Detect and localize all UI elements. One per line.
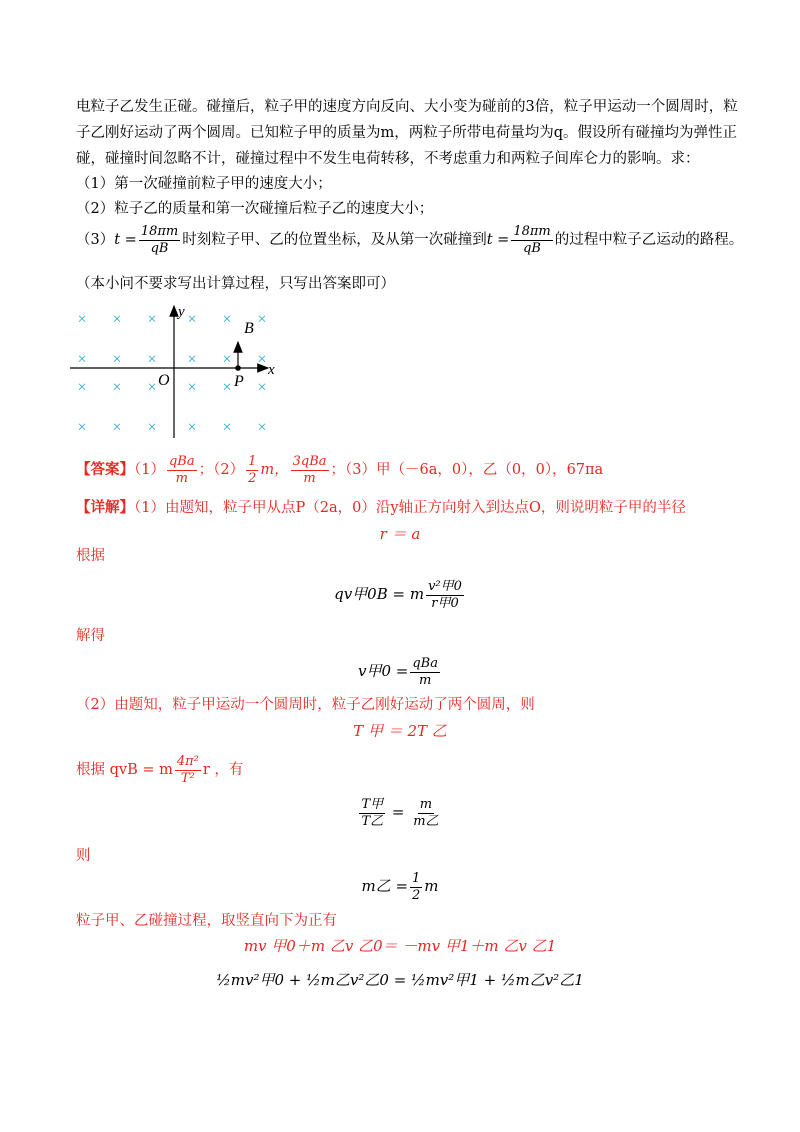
field-cross: × bbox=[187, 351, 197, 368]
time-fraction-1: $\frac{18\pi m}{qB}$ bbox=[140, 223, 179, 256]
field-cross: × bbox=[257, 351, 267, 368]
question-part-2: （2）粒子乙的质量和第一次碰撞后粒子乙的速度大小； bbox=[76, 201, 434, 217]
field-cross: × bbox=[222, 311, 232, 328]
equation-ratio: $\frac{\text{T甲}}{\text{T乙}}$ = $\frac{m}{\text{m乙}}$ bbox=[361, 796, 439, 829]
time-fraction-2: $\frac{18\pi m}{qB}$ bbox=[513, 223, 551, 256]
question-part-3: （3）t = $\frac{18\pi m}{qB}$ 时刻粒子甲、乙的位置坐标，及从第一次碰撞到t = $\frac{18\pi m}{qB}$ 的过程中粒子乙运动的路程。 bbox=[76, 223, 744, 256]
field-cross: × bbox=[112, 419, 122, 436]
eq5-fraction-left: $\frac{\text{T甲}}{\text{T乙}}$ bbox=[361, 796, 384, 829]
eq3-fraction: $\frac{\text{qBa}}{m}$ bbox=[412, 655, 438, 688]
text-genju-1: 根据 bbox=[76, 548, 105, 564]
origin-label: O bbox=[158, 372, 170, 389]
field-b-label: B bbox=[244, 320, 254, 337]
equation-velocity: v甲0 = $\frac{\text{qBa}}{m}$ bbox=[358, 655, 438, 688]
field-cross: × bbox=[187, 311, 197, 328]
answer-fraction-2: $\frac{1}{2}$ bbox=[248, 453, 257, 486]
equation-mass: m乙 = $\frac{1}{2}$ m bbox=[361, 870, 439, 903]
field-cross: × bbox=[77, 379, 87, 396]
field-cross: × bbox=[187, 379, 197, 396]
equation-energy: ½mv²甲0 + ½m乙v²乙0 = ½mv²甲1 + ½m乙v²乙1 bbox=[216, 971, 584, 989]
y-axis-label: y bbox=[178, 304, 185, 320]
question-line-2: 子乙刚好运动了两个圆周。已知粒子甲的质量为m，两粒子所带电荷量均为q。假设所有碰撞均为弹性正 bbox=[76, 125, 738, 141]
field-cross: × bbox=[77, 419, 87, 436]
eq5-fraction-right: $\frac{m}{\text{m乙}}$ bbox=[413, 796, 439, 829]
field-cross: × bbox=[222, 419, 232, 436]
equation-period: T 甲 ＝ 2T 乙 bbox=[353, 722, 447, 740]
text-genju-2: 根据 qvB = m $\frac{\text{4π²}}{\text{T²}}$ r ，有 bbox=[76, 753, 244, 786]
x-axis-label: x bbox=[268, 362, 275, 378]
field-cross: × bbox=[147, 311, 157, 328]
field-cross: × bbox=[147, 351, 157, 368]
field-cross: × bbox=[147, 379, 157, 396]
equation-lorentz: qv甲0B = m $\frac{\text{v²甲0}}{\text{r甲0}}$ bbox=[334, 578, 462, 611]
solution-part-3: 粒子甲、乙碰撞过程，取竖直向下为正有 bbox=[76, 913, 337, 929]
field-cross: × bbox=[147, 419, 157, 436]
eq6-fraction: $\frac{1}{2}$ bbox=[412, 870, 421, 903]
eq2-fraction: $\frac{\text{v²甲0}}{\text{r甲0}}$ bbox=[428, 578, 462, 611]
question-line-1: 电粒子乙发生正碰。碰撞后，粒子甲的速度方向反向、大小变为碰前的3倍，粒子甲运动一个圆周时，粒 bbox=[76, 99, 738, 115]
answer-fraction-3: $\frac{\text{3qBa}}{m}$ bbox=[292, 453, 327, 486]
field-cross: × bbox=[222, 379, 232, 396]
field-cross: × bbox=[112, 379, 122, 396]
field-cross: × bbox=[112, 311, 122, 328]
field-cross: × bbox=[257, 379, 267, 396]
field-cross: × bbox=[112, 351, 122, 368]
field-cross: × bbox=[187, 419, 197, 436]
question-line-3: 碰，碰撞时间忽略不计，碰撞过程中不发生电荷转移，不考虑重力和两粒子间库仑力的影响。求： bbox=[76, 151, 700, 167]
field-cross: × bbox=[257, 419, 267, 436]
genju2-fraction: $\frac{\text{4π²}}{\text{T²}}$ bbox=[176, 753, 199, 786]
equation-momentum: mv 甲0＋m 乙v 乙0＝ －mv 甲1＋m 乙v 乙1 bbox=[243, 937, 557, 955]
point-p-dot bbox=[235, 365, 241, 371]
text-ze: 则 bbox=[76, 848, 91, 864]
field-cross: × bbox=[222, 351, 232, 368]
question-part-1: （1）第一次碰撞前粒子甲的速度大小； bbox=[76, 176, 332, 192]
field-cross: × bbox=[77, 351, 87, 368]
answer-fraction-1: $\frac{\text{qBa}}{m}$ bbox=[168, 453, 195, 486]
text-jiede: 解得 bbox=[76, 628, 105, 644]
point-p-label: P bbox=[234, 373, 244, 390]
field-cross: × bbox=[257, 311, 267, 328]
equation-radius: r ＝ a bbox=[379, 525, 421, 543]
question-note: （本小问不要求写出计算过程，只写出答案即可） bbox=[76, 276, 395, 292]
solution-part-1: 【详解】（1）由题知，粒子甲从点P（2a，0）沿y轴正方向射入到达点O，则说明粒子甲的半径 bbox=[76, 499, 686, 516]
field-cross: × bbox=[77, 311, 87, 328]
solution-part-2: （2）由题知，粒子甲运动一个圆周时，粒子乙刚好运动了两个圆周，则 bbox=[76, 697, 535, 713]
answer-line: 【答案】（1） $\frac{\text{qBa}}{m}$ ；（2） $\frac{1}{2}$ m， $\frac{\text{3qBa}}{m}$ ；（3）甲（－6a，0），乙（0，0），67πa bbox=[76, 453, 604, 486]
field-diagram bbox=[60, 300, 300, 440]
